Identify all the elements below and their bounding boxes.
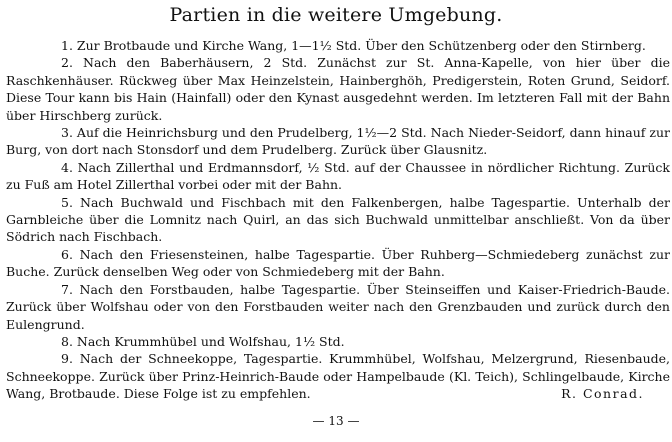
excursion-entry-7: 7. Nach den Forstbauden, halbe Tagespartie. Über Steinseiffen und Kaiser-Friedrich-Baude. Zurück über Wolfshau oder von den Forstbauden weiter nach den Grenzbauden und zurück durch den Eulengrund. [6,281,670,332]
excursion-entry-4: 4. Nach Zillerthal und Erdmannsdorf, ½ Std. auf der Chaussee in nördlicher Richtung. Zurück zu Fuß am Hotel Zillerthal vorbei oder mit der Bahn. [6,159,670,193]
excursion-entry-2: 2. Nach den Baberhäusern, 2 Std. Zunächst zur St. Anna-Kapelle, von hier über die Raschkenhäuser. Rückweg über Max Heinzelstein, Hainberghöh, Predigerstein, Roten Grund, Seidorf. Diese Tour kann bis Hain (Hainfall) oder den Kynast ausgedehnt werden. Im letzteren Fall mit der Bahn über Hirschberg zurück. [6,55,670,123]
author-signature: R. Conrad. [561,386,644,402]
excursion-entry-8: 8. Nach Krummhübel und Wolfshau, 1½ Std. [61,333,345,349]
excursion-entry-9-text: 9. Nach der Schneekoppe, Tagespartie. Krummhübel, Wolfshau, Melzergrund, Riesenbaude, Schneekoppe. Zurück über Prinz-Heinrich-Baude oder Hampelbaude (Kl. Teich), Schlingelbaude, Kirche Wang, Brotbaude. Diese Folge ist zu empfehlen. [6,351,670,402]
excursion-entry-3: 3. Auf die Heinrichsburg und den Prudelberg, 1½—2 Std. Nach Nieder-Seidorf, dann hinauf zur Burg, von dort nach Stonsdorf und dem Prudelberg. Zurück über Glausnitz. [6,125,670,158]
page-number: — 13 — [312,414,360,428]
excursion-entry-9 [6,350,670,402]
excursion-list [6,37,670,403]
excursion-entry-5: 5. Nach Buchwald und Fischbach mit den Falkenbergen, halbe Tagespartie. Unterhalb der Garnbleiche über die Lomnitz nach Quirl, an das sich Buchwald unmittelbar anschließt. Von da über Södrich nach Fischbach. [6,194,670,245]
excursion-entry-6: 6. Nach den Friesensteinen, halbe Tagespartie. Über Ruhberg—Schmiedeberg zunächst zur Buche. Zurück denselben Weg oder von Schmiedeberg mit der Bahn. [6,246,670,280]
excursion-entry-1: 1. Zur Brotbaude und Kirche Wang, 1—1½ Std. Über den Schützenberg oder den Stirnberg. [61,38,646,53]
page-title: Partien in die weitere Umgebung. [169,4,503,26]
